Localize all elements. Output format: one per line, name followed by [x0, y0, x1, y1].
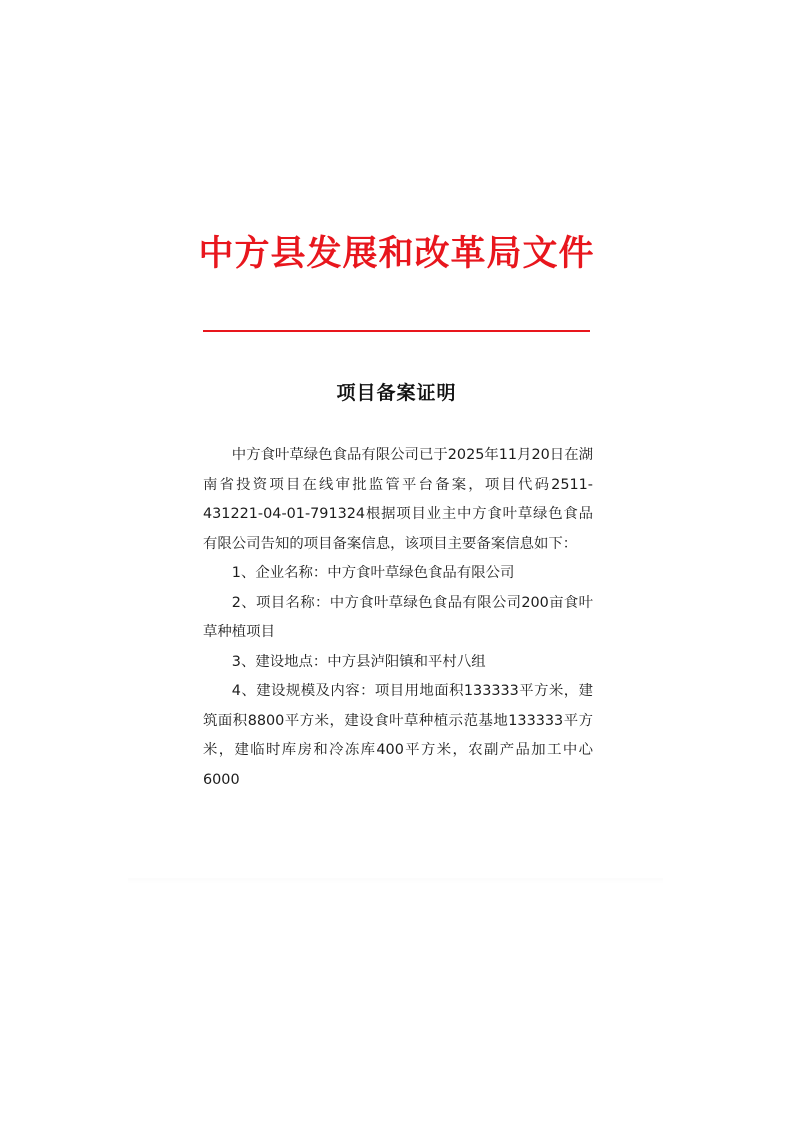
- document-title: 项目备案证明: [336, 382, 457, 404]
- scan-edge-shadow: [128, 878, 663, 884]
- item-company-name: 1、企业名称：中方食叶草绿色食品有限公司: [231, 565, 515, 581]
- header-red-rule: [203, 330, 590, 332]
- item-location: 3、建设地点：中方县泸阳镇和平村八组: [231, 653, 486, 670]
- document-body: [203, 441, 593, 795]
- document-header: 中方县发展和改革局文件: [198, 233, 595, 274]
- item-project-name: 2、项目名称：中方食叶草绿色食品有限公司200亩食叶草种植项目: [203, 594, 593, 640]
- item-scale-content: 4、建设规模及内容：项目用地面积133333平方米，建筑面积8800平方米，建设食叶草种植示范基地133333平方米，建临时库房和冷冻库400平方米，农副产品加工中心6000: [203, 683, 593, 788]
- intro-paragraph: 中方食叶草绿色食品有限公司已于2025年11月20日在湖南省投资项目在线审批监管平台备案，项目代码2511-431221-04-01-791324根据项目业主中方食叶草绿色食品有限公司告知的项目备案信息，该项目主要备案信息如下：: [203, 447, 593, 552]
